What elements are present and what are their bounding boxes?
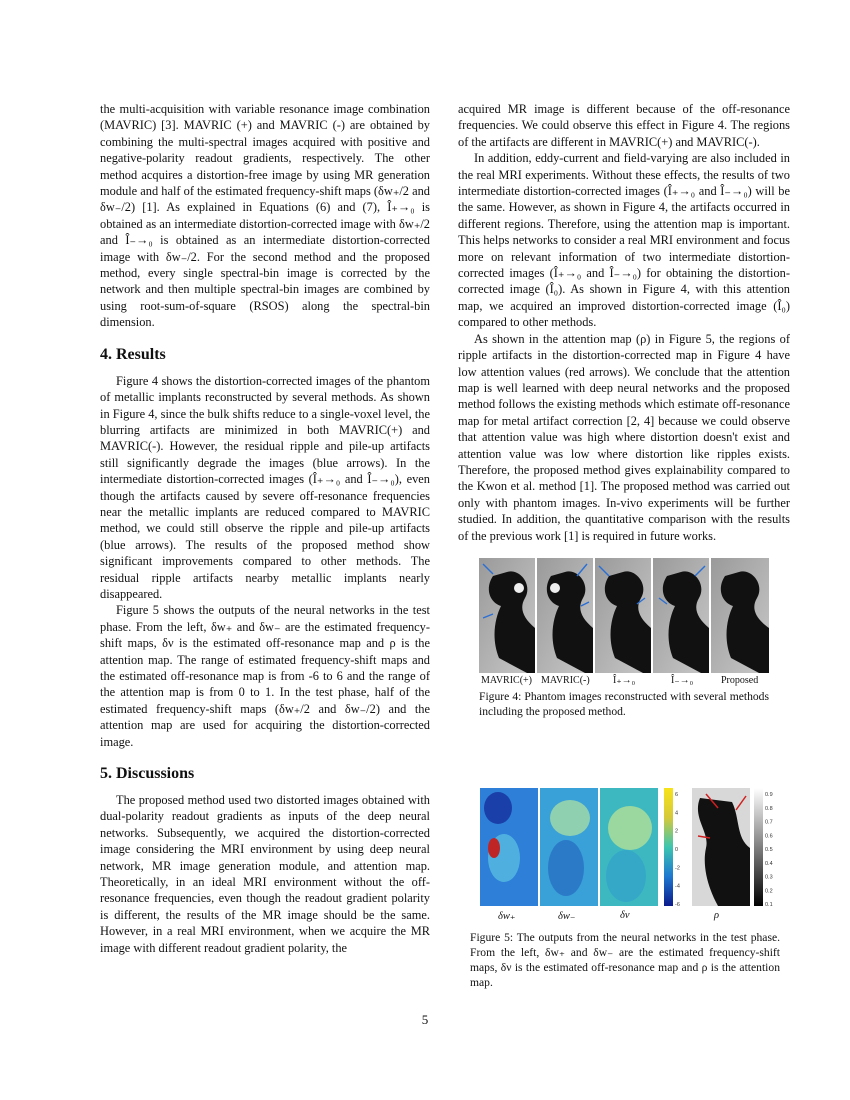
fig5-label-rho: ρ (714, 910, 720, 921)
right-paragraph-2: In addition, eddy-current and field-varying are also included in the real MRI experiments. Without these effects, the results of two intermediate distortion-corrected images (Î₊→₀ and Î₋→₀) will be the same. However, as shown in Figure 4, the artifacts occurred in different regions. Therefore, using the attention map is important. This helps networks to consider a real MRI environment and focus more on relevant information of two intermediate distortion-corrected images (Î₊→₀ and Î₋→₀) for obtaining the distortion-corrected image (Î₀). As shown in Figure 4, with this attention map, we acquired an improved distortion-corrected image (Î₀) compared to other methods. (458, 151, 790, 330)
colorbar-tick-label: 0.2 (765, 888, 773, 895)
colorbar-tick-label: 0.4 (765, 860, 773, 867)
fig4-label-mavric-minus: MAVRIC(-) (541, 674, 590, 686)
figure-4-images (479, 558, 769, 673)
fig4-label-intermediate-minus: Î₋→₀ (671, 674, 694, 686)
colorbar-gray-ticks (765, 792, 773, 908)
colorbar-tick-label: 0.5 (765, 847, 773, 853)
fig5-label-dw-minus: δw₋ (558, 911, 576, 922)
right-paragraph-1: acquired MR image is different because of the off-resonance frequencies. We could observe this effect in Figure 4. The regions of the artifacts are different in MAVRIC(+) and MAVRIC(-). (458, 102, 790, 149)
fig4-label-intermediate-plus: Î₊→₀ (613, 674, 636, 686)
left-column (100, 101, 430, 956)
phantom-image-intermediate-plus (595, 558, 651, 673)
right-column (458, 101, 790, 719)
colorbar-tick-label: -6 (675, 902, 680, 908)
map-rho (692, 788, 750, 906)
map-dw-plus (480, 788, 538, 906)
colorbar-tick-label: -2 (675, 865, 680, 872)
discussions-heading: 5. Discussions (100, 765, 195, 783)
colorbar-tick-label: -4 (675, 883, 680, 890)
right-paragraph-3: As shown in the attention map (ρ) in Figure 5, the regions of ripple artifacts in the distortion-corrected map in Figure 4 have low attention values (red arrows). We conclude that the attention map is well learned with deep neural networks and the proposed method follows the existing methods which estimate off-resonance map for metal artifact correction [2, 4] because we could observe that attention value was high where distortion doesn't exist and attention value was low where distortion like ripples exists. Therefore, the proposed method gives explainability compared to the Kwon et al. method [1]. The proposed method was carried out only with phantom images. In-vivo experiments will be further studied. In addition, the quantitative comparison with the results of the previous work [1] is required in future works. (458, 331, 790, 543)
phantom-image-mavric-minus (537, 558, 593, 673)
colorbar-tick-label: 0.6 (765, 833, 773, 840)
fig5-label-dv: δν (620, 910, 630, 921)
colorbar-tick-label: 4 (675, 810, 679, 817)
colorbar-tick-label: 2 (675, 828, 679, 835)
fig5-label-dw-plus: δw₊ (498, 911, 516, 922)
colorbar-tick-label: 0.8 (765, 805, 773, 812)
phantom-image-proposed (711, 558, 769, 673)
fig4-label-proposed: Proposed (721, 674, 759, 686)
figure-4 (479, 558, 769, 719)
colorbar-tick-label: 0.1 (765, 902, 773, 908)
phantom-image-mavric-plus (479, 558, 535, 673)
figure-4-labels (479, 673, 769, 687)
map-dw-minus (540, 788, 598, 906)
colorbar-jet (664, 788, 673, 906)
map-dv (600, 788, 658, 906)
colorbar-tick-label: 0.9 (765, 792, 773, 798)
discussions-paragraph-1: The proposed method used two distorted images obtained with dual-polarity readout gradients as inputs of the deep neural networks. Subsequently, we acquired the distortion-corrected image considering the MRI environment by using deep neural network, MR image generation module, and attention map. Theoretically, in an ideal MRI environment without the off-resonance frequencies, even though the readout gradient polarity is different, the results of the MR image should be the same. However, in a real MRI environment, when we acquire the MR image with different readout gradient polarity, the (100, 793, 430, 955)
page-number: 5 (421, 1012, 429, 1027)
figure-4-caption: Figure 4: Phantom images reconstructed with several methods including the proposed method. (479, 689, 769, 718)
figure-5 (470, 788, 780, 990)
results-paragraph-2: Figure 5 shows the outputs of the neural networks in the test phase. From the left, δw₊ and δw₋ are the estimated frequency-shift maps, δν is the estimated off-resonance map and ρ is the attention map. The range of estimated frequency-shift maps and the estimated off-resonance map is from -6 to 6 and the range of the attention map is from 0 to 1. In the test phase, half of the estimated frequency-shift maps (δw₊/2 and δw₋/2) and the attention map are used for acquiring the distortion-corrected image. (100, 603, 430, 749)
phantom-image-intermediate-minus (653, 558, 709, 673)
figure-5-labels (470, 910, 780, 924)
fig4-label-mavric-plus: MAVRIC(+) (481, 674, 533, 686)
figure-5-caption: Figure 5: The outputs from the neural networks in the test phase. From the left, δw₊ and δw₋ are the estimated frequency-shift maps, δν is the estimated off-resonance map and ρ is the attention map. (470, 931, 780, 989)
colorbar-tick-label: 0.3 (765, 874, 773, 881)
figure-5-images (470, 788, 780, 910)
results-paragraph-1: Figure 4 shows the distortion-corrected images of the phantom of metallic implants reconstructed by several methods. As shown in Figure 4, since the bulk shifts reduce to a single-voxel level, the blurring artifacts are minimized in both MAVRIC(+) and MAVRIC(-). However, the residual ripple and pile-up artifacts still significantly degrade the images (blue arrows). In the intermediate distortion-corrected images (Î₊→₀ and Î₋→₀), even though the artifacts caused by severe off-resonance frequencies near the metallic implants are reduced compared to MAVRIC method, we could still observe the ripple and pile-up artifacts (blue arrows). The results of the proposed method show significant improvements compared to other methods. The residual ripple artifacts nearby metallic implants nearly disappeared. (100, 373, 430, 601)
colorbar-tick-label: 0 (675, 847, 679, 853)
colorbar-tick-label: 6 (675, 792, 679, 798)
colorbar-tick-label: 0.7 (765, 819, 773, 826)
results-heading: 4. Results (100, 345, 166, 363)
left-paragraph-1: the multi-acquisition with variable resonance image combination (MAVRIC) [3]. MAVRIC (+) and MAVRIC (-) are obtained by combining the multi-spectral images acquired with positive and negative-polarity readout gradients, respectively. The other method acquires a distortion-free image by using MR generation module and half of the estimated frequency-shift maps (δw₊/2 and δw₋/2) [1]. As explained in Equations (6) and (7), Î₊→₀ is obtained as an intermediate distortion-corrected image with δw₊/2 and Î₋→₀ is obtained as an intermediate distortion-corrected image with δw₋/2. For the second method and the proposed method, every single spectral-bin image is corrected by the network and then multiple spectral-bin images are combined by using root-sum-of-square (RSOS) along the spectral-bin dimension. (100, 102, 430, 330)
colorbar-gray (754, 788, 763, 906)
colorbar-jet-ticks (675, 792, 680, 908)
